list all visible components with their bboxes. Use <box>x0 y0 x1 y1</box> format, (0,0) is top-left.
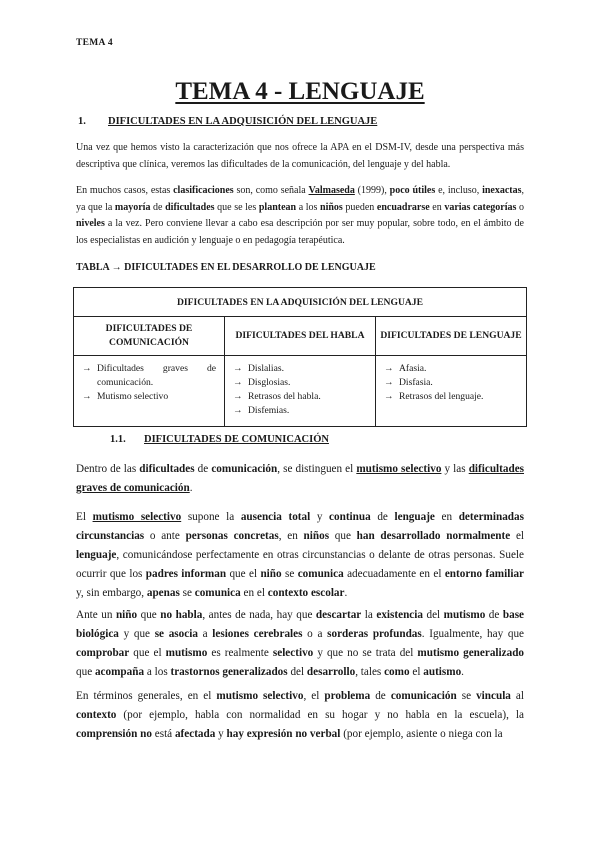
list-item: → Disfasia. <box>384 377 433 388</box>
column-header-speech: DIFICULTADES DEL HABLA <box>225 317 376 356</box>
list-item: → Mutismo selectivo <box>82 391 169 402</box>
section-number: 1. <box>78 116 86 127</box>
list-item: → Dificultades graves de comunicación. <box>82 363 216 388</box>
column-cell-communication <box>74 356 225 427</box>
subsection-number: 1.1. <box>110 434 126 445</box>
column-cell-speech <box>225 356 376 427</box>
arrow-icon: → <box>384 391 394 402</box>
column-cell-language <box>376 356 527 427</box>
difficulties-table <box>73 287 527 427</box>
arrow-icon: → <box>384 363 394 374</box>
paragraph-classifications: En muchos casos, estas clasificaciones son, como señala Valmaseda (1999), poco útiles e, incluso, inexactas, ya que la mayoría de dificultades que se les plantean a los niños pueden encuadrarse en varias categorías o niveles a la vez. Pero conviene llevar a cabo esa descripción por ser muy popular, sobre todo, en el ámbito de los especialistas en audición y lenguaje o en pedagogía terapéutica. <box>76 185 525 246</box>
list-item: → Afasia. <box>384 363 427 374</box>
page-header: TEMA 4 <box>76 38 113 48</box>
section-heading-1-1 <box>110 434 329 445</box>
author-reference: Valmaseda <box>308 185 355 196</box>
arrow-icon: → <box>82 391 92 402</box>
page-title <box>0 78 600 106</box>
paragraph-general-terms: En términos generales, en el mutismo selectivo, el problema de comunicación se vincula al contexto (por ejemplo, habla con normalidad en su hogar y no habla en la escuela), la comprensión no está afectada y hay expresión no verbal (por ejemplo, asiente o niega con la <box>76 690 525 740</box>
paragraph-intro: Una vez que hemos visto la caracterización que nos ofrece la APA en el DSM-IV, desde una perspectiva más descriptiva que clínica, veremos las dificultades de la comunicación, del lenguaje y del habla. <box>76 142 524 170</box>
arrow-icon: → <box>82 363 92 374</box>
list-item: → Disfemias. <box>233 405 290 416</box>
arrow-icon: → <box>233 363 243 374</box>
arrow-icon: → <box>233 405 243 416</box>
list-item: → Dislalias. <box>233 363 284 374</box>
page-title-text: TEMA 4 - LENGUAJE <box>175 78 425 105</box>
column-header-communication: DIFICULTADES DE COMUNICACIÓN <box>74 317 225 356</box>
list-item: → Disglosias. <box>233 377 291 388</box>
paragraph-communication-types: Dentro de las dificultades de comunicación, se distinguen el mutismo selectivo y las dificultades graves de comunicación. <box>76 463 525 494</box>
section-heading-1 <box>76 116 377 127</box>
subsection-title: DIFICULTADES DE COMUNICACIÓN <box>144 434 329 445</box>
table-main-header: DIFICULTADES EN LA ADQUISICIÓN DEL LENGUAJE <box>74 288 527 317</box>
arrow-icon: → <box>233 391 243 402</box>
list-item: → Retrasos del lenguaje. <box>384 391 484 402</box>
list-item: → Retrasos del habla. <box>233 391 321 402</box>
paragraph-selective-mutism: El mutismo selectivo supone la ausencia total y continua de lenguaje en determinadas circunstancias o ante personas concretas, en niños que han desarrollado normalmente el lenguaje, comunicándose perfectamente en otras circunstancias o delante de otras personas. Suele ocurrir que los padres informan que el niño se comunica adecuadamente en el entorno familiar y, sin embargo, apenas se comunica en el contexto escolar. <box>76 511 525 599</box>
section-title: DIFICULTADES EN LA ADQUISICIÓN DEL LENGUAJE <box>108 116 378 127</box>
arrow-icon: → <box>384 377 394 388</box>
paragraph-diagnosis: Ante un niño que no habla, antes de nada, hay que descartar la existencia del mutismo de base biológica y que se asocia a lesiones cerebrales o a sorderas profundas. Igualmente, hay que comprobar que el mutismo es realmente selectivo y que no se trata del mutismo generalizado que acompaña a los trastornos generalizados del desarrollo, tales como el autismo. <box>76 609 525 678</box>
table-caption: TABLA → DIFICULTADES EN EL DESARROLLO DE LENGUAJE <box>76 262 376 273</box>
column-header-language: DIFICULTADES DE LENGUAJE <box>376 317 527 356</box>
arrow-icon: → <box>233 377 243 388</box>
